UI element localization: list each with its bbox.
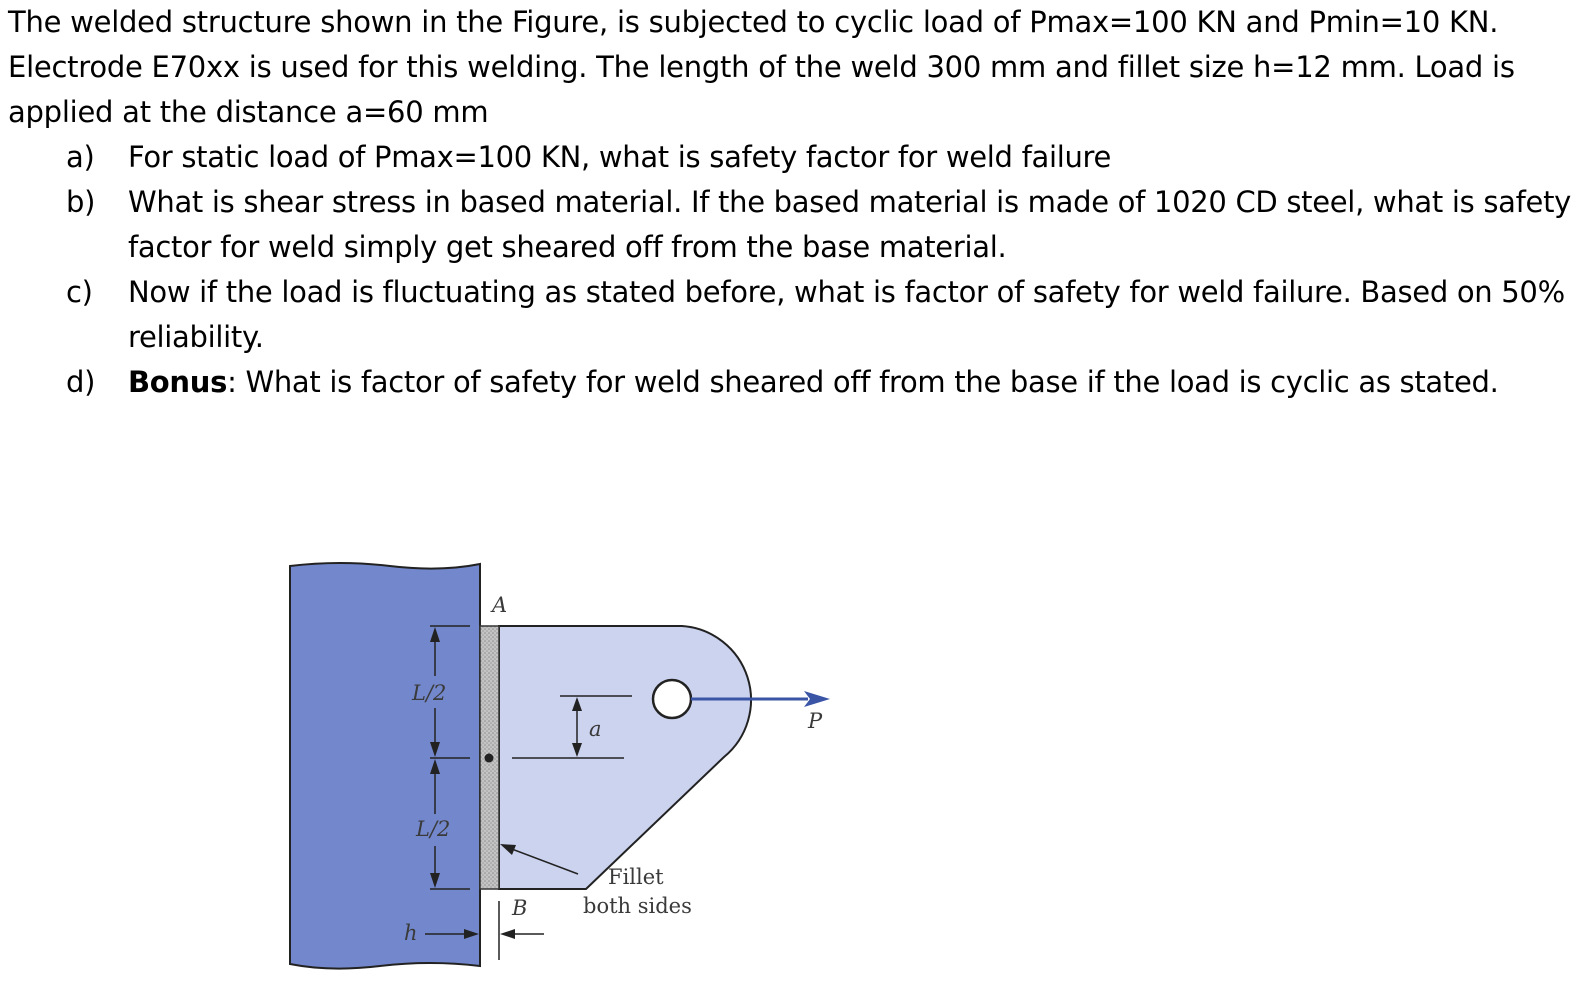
question-marker: d) [66,365,96,399]
question-marker: c) [66,275,93,309]
label-load-p: P [808,709,823,733]
base-plate [290,563,480,969]
question-marker: b) [66,185,96,219]
label-half-length-top: L/2 [412,681,447,705]
question-a [8,135,1578,180]
label-point-a: A [492,593,508,617]
question-d [8,360,1578,405]
pin-hole [653,680,691,718]
question-text: Now if the load is fluctuating as stated before, what is factor of safety for weld failure. Based on 50% reliability. [128,275,1565,354]
question-text: : What is factor of safety for weld sheared off from the base if the load is cyclic as stated. [227,365,1499,399]
label-point-b: B [512,896,528,920]
bonus-label: Bonus [128,365,228,399]
label-half-length-bottom: L/2 [416,817,451,841]
question-list [8,135,1578,405]
label-distance-a: a [589,717,602,741]
figure-drawing [280,556,860,990]
label-weld-size-h: h [404,921,418,945]
problem-text [8,0,1578,405]
question-text: For static load of Pmax=100 KN, what is safety factor for weld failure [128,140,1112,174]
label-fillet: Fillet [608,865,664,889]
welded-bracket-figure [280,556,860,990]
weld-centroid-dot [485,754,494,763]
label-both-sides: both sides [583,894,692,918]
question-b [8,180,1578,270]
question-marker: a) [66,140,95,174]
question-c [8,270,1578,360]
question-text: What is shear stress in based material. If the based material is made of 1020 CD steel, what is safety factor for weld simply get sheared off from the base material. [128,185,1572,264]
problem-statement: The welded structure shown in the Figure, is subjected to cyclic load of Pmax=100 KN and Pmin=10 KN. Electrode E70xx is used for this welding. The length of the weld 300 mm and fillet size h=12 mm. Load is applied at the distance a=60 mm [8,5,1515,129]
